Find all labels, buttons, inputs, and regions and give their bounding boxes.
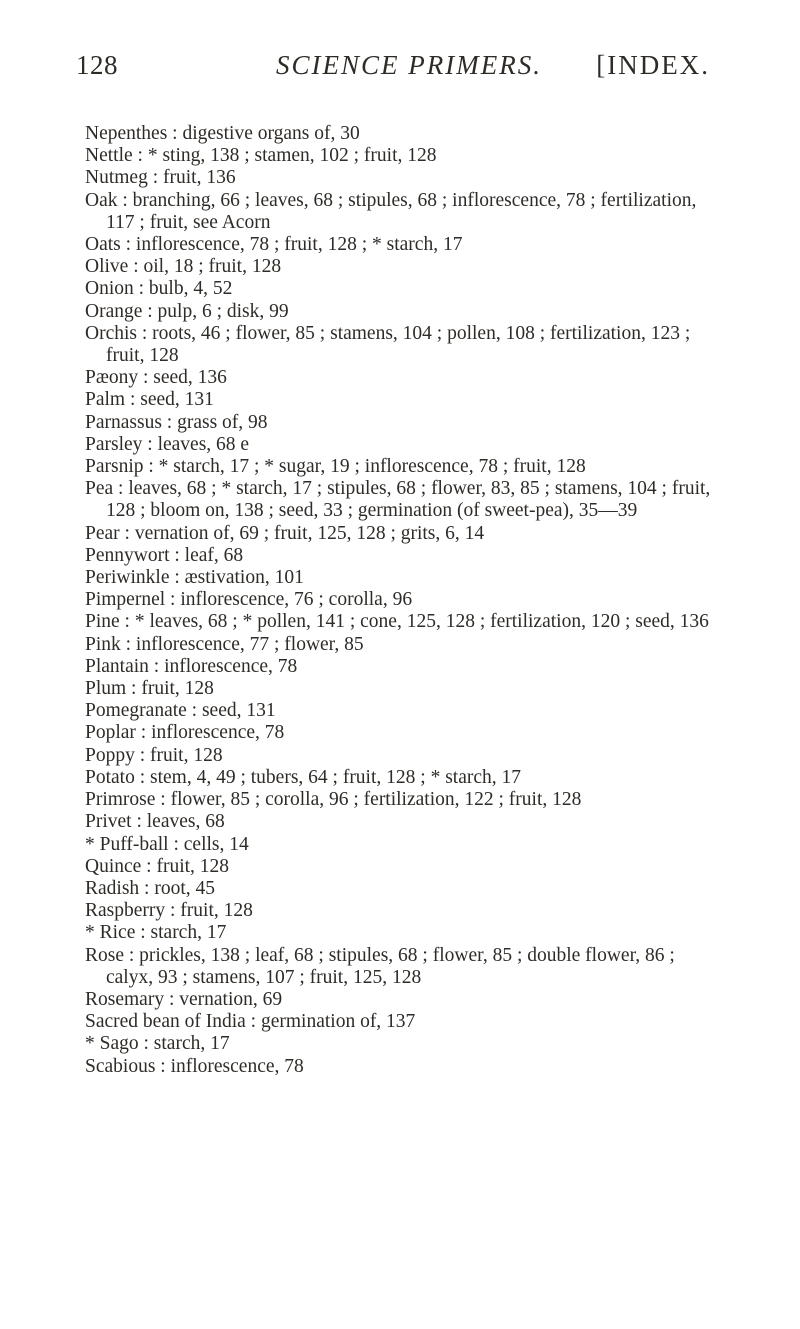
index-entry: Potato : stem, 4, 49 ; tubers, 64 ; fruit, 128 ; * starch, 17	[85, 766, 521, 788]
index-entry: Olive : oil, 18 ; fruit, 128	[85, 256, 282, 278]
index-entry: Pimpernel : inflorescence, 76 ; corolla, 96	[85, 589, 413, 611]
index-entry: Sacred bean of India : germination of, 137	[85, 1011, 416, 1033]
index-entry: Poplar : inflorescence, 78	[85, 722, 285, 744]
index-entry: Periwinkle : æstivation, 101	[85, 567, 304, 589]
index-entry: Quince : fruit, 128	[85, 855, 230, 877]
section-label: [INDEX.	[596, 50, 710, 80]
index-entry: Palm : seed, 131	[85, 389, 214, 411]
index-entry: Nettle : * sting, 138 ; stamen, 102 ; fruit, 128	[85, 145, 437, 167]
index-entry: Pink : inflorescence, 77 ; flower, 85	[85, 633, 364, 655]
page-number: 128	[76, 50, 118, 80]
index-entry: Raspberry : fruit, 128	[85, 900, 253, 922]
index-entry: Pear : vernation of, 69 ; fruit, 125, 128 ; grits, 6, 14	[85, 522, 485, 544]
index-entry: Rosemary : vernation, 69	[85, 988, 283, 1010]
index-entry: Privet : leaves, 68	[85, 811, 225, 833]
index-entry: Pennywort : leaf, 68	[85, 544, 244, 566]
index-entry: Pæony : seed, 136	[85, 367, 227, 389]
index-entry: Onion : bulb, 4, 52	[85, 278, 233, 300]
index-entry: * Rice : starch, 17	[85, 922, 227, 944]
index-entry: Parsnip : * starch, 17 ; * sugar, 19 ; inflorescence, 78 ; fruit, 128	[85, 456, 586, 478]
index-entry: Rose : prickles, 138 ; leaf, 68 ; stipules, 68 ; flower, 85 ; double flower, 86 ; calyx, 93 ; stamens, 107 ; fruit, 125, 128	[85, 944, 675, 988]
index-entry: Oak : branching, 66 ; leaves, 68 ; stipules, 68 ; inflorescence, 78 ; fertilization, 117 ; fruit, see Acorn	[85, 189, 697, 233]
index-entry: Scabious : inflorescence, 78	[85, 1055, 304, 1077]
index-entry: Radish : root, 45	[85, 877, 215, 899]
index-entry: Parsley : leaves, 68 e	[85, 433, 250, 455]
index-entry: Pomegranate : seed, 131	[85, 700, 276, 722]
index-entry: * Puff-ball : cells, 14	[85, 833, 249, 855]
index-entry: Primrose : flower, 85 ; corolla, 96 ; fertilization, 122 ; fruit, 128	[85, 789, 582, 811]
index-entry: Plum : fruit, 128	[85, 678, 214, 700]
index-entries	[85, 123, 725, 1078]
index-entry: Nepenthes : digestive organs of, 30	[85, 123, 360, 144]
index-entry: * Sago : starch, 17	[85, 1033, 230, 1055]
index-entry: Pea : leaves, 68 ; * starch, 17 ; stipules, 68 ; flower, 83, 85 ; stamens, 104 ; fruit, 128 ; bloom on, 138 ; seed, 33 ; germination (of sweet-pea), 35—39	[85, 478, 711, 522]
index-entry: Poppy : fruit, 128	[85, 744, 223, 766]
index-entry: Pine : * leaves, 68 ; * pollen, 141 ; cone, 125, 128 ; fertilization, 120 ; seed, 136	[85, 611, 709, 633]
index-entry: Oats : inflorescence, 78 ; fruit, 128 ; * starch, 17	[85, 234, 463, 256]
running-title: SCIENCE PRIMERS.	[276, 50, 542, 80]
index-entry: Parnassus : grass of, 98	[85, 411, 268, 433]
running-header	[76, 50, 710, 90]
index-entry: Plantain : inflorescence, 78	[85, 655, 298, 677]
index-entry: Nutmeg : fruit, 136	[85, 167, 236, 189]
index-entry: Orange : pulp, 6 ; disk, 99	[85, 300, 289, 322]
index-entry: Orchis : roots, 46 ; flower, 85 ; stamens, 104 ; pollen, 108 ; fertilization, 123 ; fruit, 128	[85, 322, 691, 367]
